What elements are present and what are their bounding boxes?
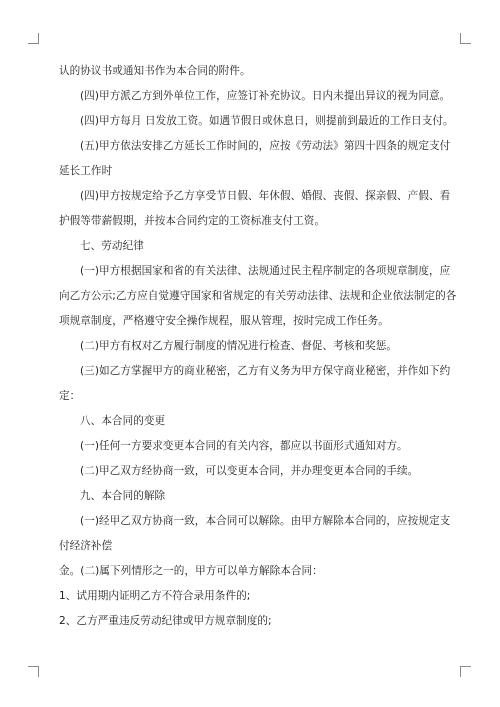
text-line: 延长工作时 bbox=[59, 165, 113, 177]
text-line: 护假等带薪假期，并按本合同约定的工资标准支付工资。 bbox=[59, 215, 326, 227]
text-line: 付经济补偿 bbox=[59, 540, 113, 552]
text-line: (五)甲方依法安排乙方延长工作时间的，应按《劳动法》第四十四条的规定支付 bbox=[80, 140, 451, 152]
list-item: 1、试用期内证明乙方不符合录用条件的; bbox=[59, 590, 251, 602]
section-heading: 七、劳动纪律 bbox=[80, 240, 144, 252]
text-line: (三)如乙方掌握甲方的商业秘密，乙方有义务为甲方保守商业秘密，并作如下约 bbox=[80, 365, 451, 377]
text-line: 金。(二)属下列情形之一的，甲方可以单方解除本合同： bbox=[59, 565, 323, 577]
crop-mark-top-right bbox=[460, 33, 471, 44]
text-line: (二)甲方有权对乙方履行制度的情况进行检查、督促、考核和奖惩。 bbox=[80, 340, 398, 352]
section-heading: 八、本合同的变更 bbox=[80, 415, 166, 427]
crop-mark-top-left bbox=[28, 33, 39, 44]
crop-mark-bottom-right bbox=[460, 666, 471, 677]
text-line: (一)任何一方要求变更本合同的有关内容，都应以书面形式通知对方。 bbox=[80, 440, 408, 452]
list-item: 2、乙方严重违反劳动纪律或甲方规章制度的; bbox=[59, 615, 272, 627]
text-line: (二)甲乙双方经协商一致，可以变更本合同，并办理变更本合同的手续。 bbox=[80, 465, 419, 477]
document-body bbox=[59, 64, 457, 639]
text-line: 项规章制度，严格遵守安全操作规程，服从管理，按时完成工作任务。 bbox=[59, 315, 389, 327]
text-line: (四)甲方派乙方到外单位工作，应签订补充协议。日内未提出异议的视为同意。 bbox=[80, 90, 451, 102]
text-line: 定： bbox=[59, 390, 81, 402]
text-line: (一)甲方根据国家和省的有关法律、法规通过民主程序制定的各项规章制度，应 bbox=[80, 265, 451, 277]
text-line: (一)经甲乙双方协商一致，本合同可以解除。由甲方解除本合同的，应按规定支 bbox=[80, 515, 451, 527]
text-line: (四)甲方按规定给予乙方享受节日假、年休假、婚假、丧假、探亲假、产假、看 bbox=[80, 190, 451, 202]
text-line: 认的协议书或通知书作为本合同的附件。 bbox=[59, 65, 251, 77]
section-heading: 九、本合同的解除 bbox=[80, 490, 166, 502]
crop-mark-bottom-left bbox=[28, 666, 39, 677]
text-line: (四)甲方每月 日发放工资。如遇节假日或休息日，则提前到最近的工作日支付。 bbox=[80, 115, 454, 127]
text-line: 向乙方公示;乙方应自觉遵守国家和省规定的有关劳动法律、法规和企业依法制定的各 bbox=[59, 290, 457, 302]
